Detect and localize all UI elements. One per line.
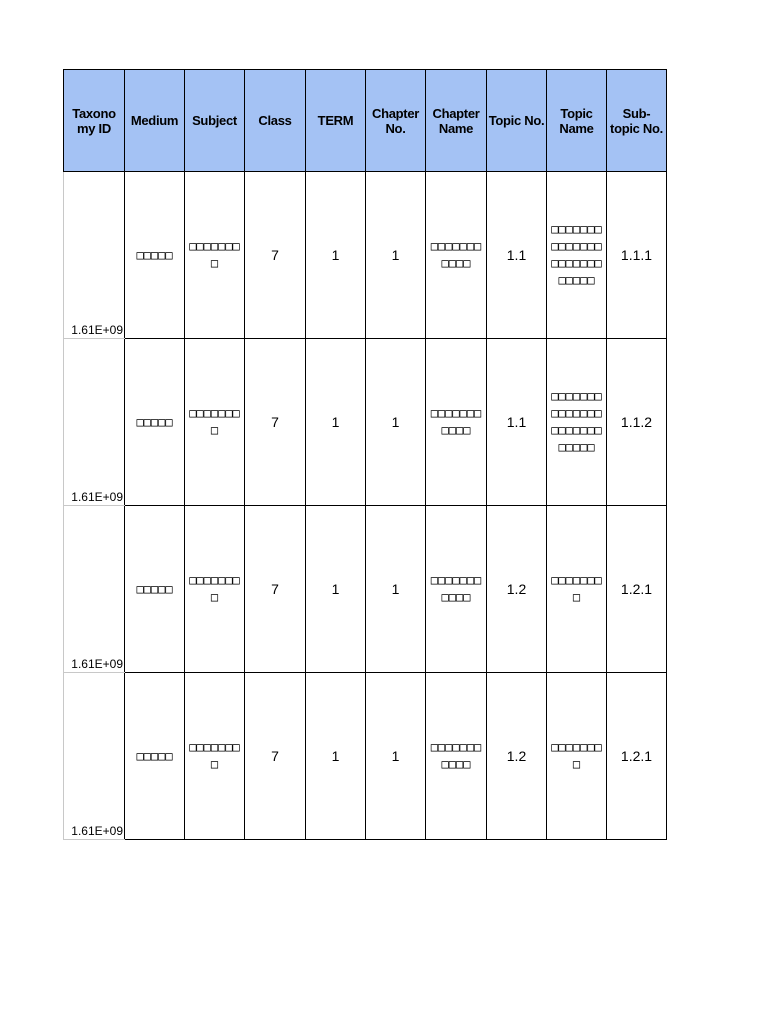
cell-subtopic-no: 1.1.1 — [607, 172, 667, 339]
cell-medium: □□□□□ — [125, 339, 185, 506]
header-taxonomy-id: Taxono my ID — [64, 70, 125, 172]
table-row — [64, 172, 667, 339]
cell-class: 7 — [245, 673, 306, 840]
cell-medium: □□□□□ — [125, 506, 185, 673]
taxonomy-table — [63, 69, 667, 840]
cell-taxonomy-id: 1.61E+09 — [64, 172, 125, 339]
table-row — [64, 673, 667, 840]
cell-topic-name: □□□□□□□□□□□□□□□□□□□□□□□□□□ — [547, 172, 607, 339]
cell-topic-no: 1.1 — [487, 339, 547, 506]
cell-chapter-name: □□□□□□□□□□□ — [426, 673, 487, 840]
cell-chapter-no: 1 — [366, 506, 426, 673]
cell-medium: □□□□□ — [125, 172, 185, 339]
cell-chapter-name: □□□□□□□□□□□ — [426, 339, 487, 506]
cell-chapter-name: □□□□□□□□□□□ — [426, 172, 487, 339]
header-medium: Medium — [125, 70, 185, 172]
cell-taxonomy-id: 1.61E+09 — [64, 506, 125, 673]
table-row — [64, 339, 667, 506]
cell-topic-no: 1.1 — [487, 172, 547, 339]
header-subtopic-no: Sub-topic No. — [607, 70, 667, 172]
cell-taxonomy-id: 1.61E+09 — [64, 673, 125, 840]
header-chapter-no: Chapter No. — [366, 70, 426, 172]
cell-topic-name: □□□□□□□□ — [547, 506, 607, 673]
cell-subtopic-no: 1.1.2 — [607, 339, 667, 506]
header-class: Class — [245, 70, 306, 172]
cell-topic-name: □□□□□□□□□□□□□□□□□□□□□□□□□□ — [547, 339, 607, 506]
cell-subtopic-no: 1.2.1 — [607, 673, 667, 840]
cell-subject: □□□□□□□□ — [185, 339, 245, 506]
header-subject: Subject — [185, 70, 245, 172]
cell-topic-no: 1.2 — [487, 673, 547, 840]
cell-topic-no: 1.2 — [487, 506, 547, 673]
cell-class: 7 — [245, 339, 306, 506]
cell-class: 7 — [245, 506, 306, 673]
cell-subtopic-no: 1.2.1 — [607, 506, 667, 673]
cell-topic-name: □□□□□□□□ — [547, 673, 607, 840]
table-row — [64, 506, 667, 673]
cell-chapter-name: □□□□□□□□□□□ — [426, 506, 487, 673]
cell-taxonomy-id: 1.61E+09 — [64, 339, 125, 506]
cell-class: 7 — [245, 172, 306, 339]
cell-term: 1 — [306, 673, 366, 840]
cell-term: 1 — [306, 172, 366, 339]
cell-term: 1 — [306, 506, 366, 673]
header-row — [64, 70, 667, 172]
cell-medium: □□□□□ — [125, 673, 185, 840]
header-term: TERM — [306, 70, 366, 172]
cell-chapter-no: 1 — [366, 172, 426, 339]
cell-term: 1 — [306, 339, 366, 506]
header-topic-name: Topic Name — [547, 70, 607, 172]
cell-subject: □□□□□□□□ — [185, 506, 245, 673]
header-topic-no: Topic No. — [487, 70, 547, 172]
cell-chapter-no: 1 — [366, 339, 426, 506]
cell-chapter-no: 1 — [366, 673, 426, 840]
cell-subject: □□□□□□□□ — [185, 673, 245, 840]
cell-subject: □□□□□□□□ — [185, 172, 245, 339]
header-chapter-name: Chapter Name — [426, 70, 487, 172]
